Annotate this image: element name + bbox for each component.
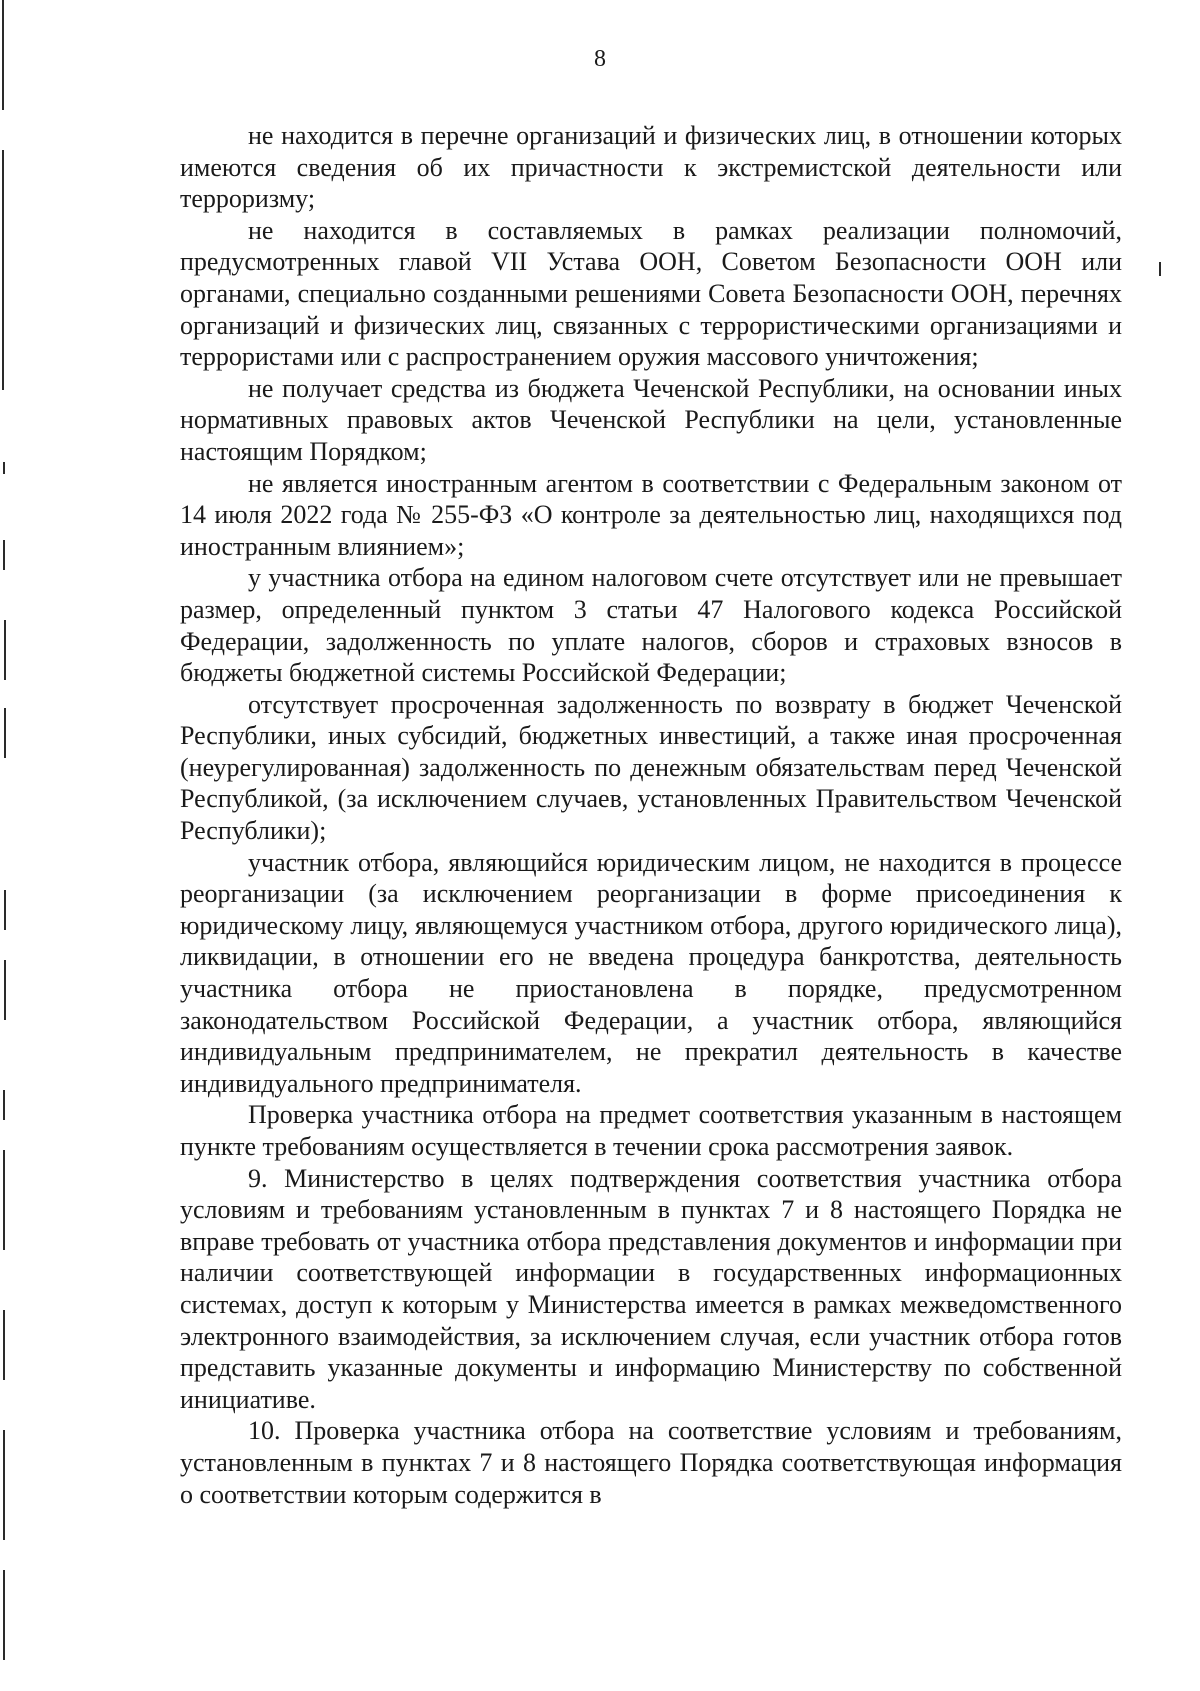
scan-edge-mark xyxy=(1159,262,1161,276)
paragraph-reorganization: участник отбора, являющийся юридическим лицом, не находится в процессе реорганизации (за исключением реорганизации в форме присоединения к юридическому лицу, являющемуся участником отбора, другого юридического лица), ликвидации, в отношении его не введена процедура банкротства, деятельность участника отбора не приостановлена в порядке, предусмотренном законодательством Российской Федерации, а участник отбора, являющийся индивидуальным предпринимателем, не прекратил деятельность в качестве индивидуального предпринимателя. xyxy=(180,847,1122,1098)
scan-edge-mark xyxy=(3,462,5,474)
scan-edge-mark xyxy=(3,1310,5,1380)
document-body xyxy=(180,120,1122,1510)
paragraph-extremism-list: не находится в перечне организаций и физических лиц, в отношении которых имеются сведения об их причастности к экстремистской деятельности или терроризму; xyxy=(180,121,1122,214)
paragraph-verification: Проверка участника отбора на предмет соответствия указанным в настоящем пункте требованиям осуществляется в течении срока рассмотрения заявок. xyxy=(180,1100,1122,1161)
scan-edge-mark xyxy=(2,150,4,390)
paragraph-foreign-agent: не является иностранным агентом в соответствии с Федеральным законом от 14 июля 2022 года № 255-ФЗ «О контроле за деятельностью лиц, находящихся под иностранным влиянием»; xyxy=(180,468,1122,561)
scan-edge-mark xyxy=(2,0,4,110)
scan-edge-mark xyxy=(3,1570,5,1660)
paragraph-overdue-debt: отсутствует просроченная задолженность по возврату в бюджет Чеченской Республики, иных субсидий, бюджетных инвестиций, а также иная просроченная (неурегулированная) задолженность по денежным обязательствам перед Чеченской Республикой, (за исключением случаев, установленных Правительством Чеченской Республики); xyxy=(180,689,1122,846)
page-number: 8 xyxy=(594,46,606,72)
scan-edge-mark xyxy=(3,540,5,570)
scan-edge-mark xyxy=(3,1090,5,1120)
scan-edge-mark xyxy=(4,890,6,930)
paragraph-tax-debt: у участника отбора на едином налоговом счете отсутствует или не превышает размер, определенный пунктом 3 статьи 47 Налогового кодекса Российской Федерации, задолженность по уплате налогов, сборов и страховых взносов в бюджеты бюджетной системы Российской Федерации; xyxy=(180,563,1122,688)
scan-edge-mark xyxy=(3,1150,5,1250)
scan-edge-mark xyxy=(3,1430,5,1540)
scan-edge-mark xyxy=(4,708,6,758)
scan-edge-mark xyxy=(4,960,6,1020)
paragraph-un-security-council-list: не находится в составляемых в рамках реализации полномочий, предусмотренных главой VII Устава ООН, Советом Безопасности ООН или органами, специально созданными решениями Совета Безопасности ООН, перечнях организаций и физических лиц, связанных с террористическими организациями и террористами или с распространением оружия массового уничтожения; xyxy=(180,215,1122,372)
scan-edge-mark xyxy=(4,620,6,680)
paragraph-clause-10: 10. Проверка участника отбора на соответствие условиям и требованиям, установленным в пунктах 7 и 8 настоящего Порядка соответствующая информация о соответствии которым содержится в xyxy=(180,1416,1122,1509)
paragraph-budget-funds: не получает средства из бюджета Чеченской Республики, на основании иных нормативных правовых актов Чеченской Республики на цели, установленные настоящим Порядком; xyxy=(180,373,1122,466)
paragraph-clause-9: 9. Министерство в целях подтверждения соответствия участника отбора условиям и требованиям установленным в пунктах 7 и 8 настоящего Порядка не вправе требовать от участника отбора представления документов и информации при наличии соответствующей информации в государственных информационных системах, доступ к которым у Министерства имеется в рамках межведомственного электронного взаимодействия, за исключением случая, если участник отбора готов представить указанные документы и информацию Министерству по собственной инициативе. xyxy=(180,1163,1122,1414)
